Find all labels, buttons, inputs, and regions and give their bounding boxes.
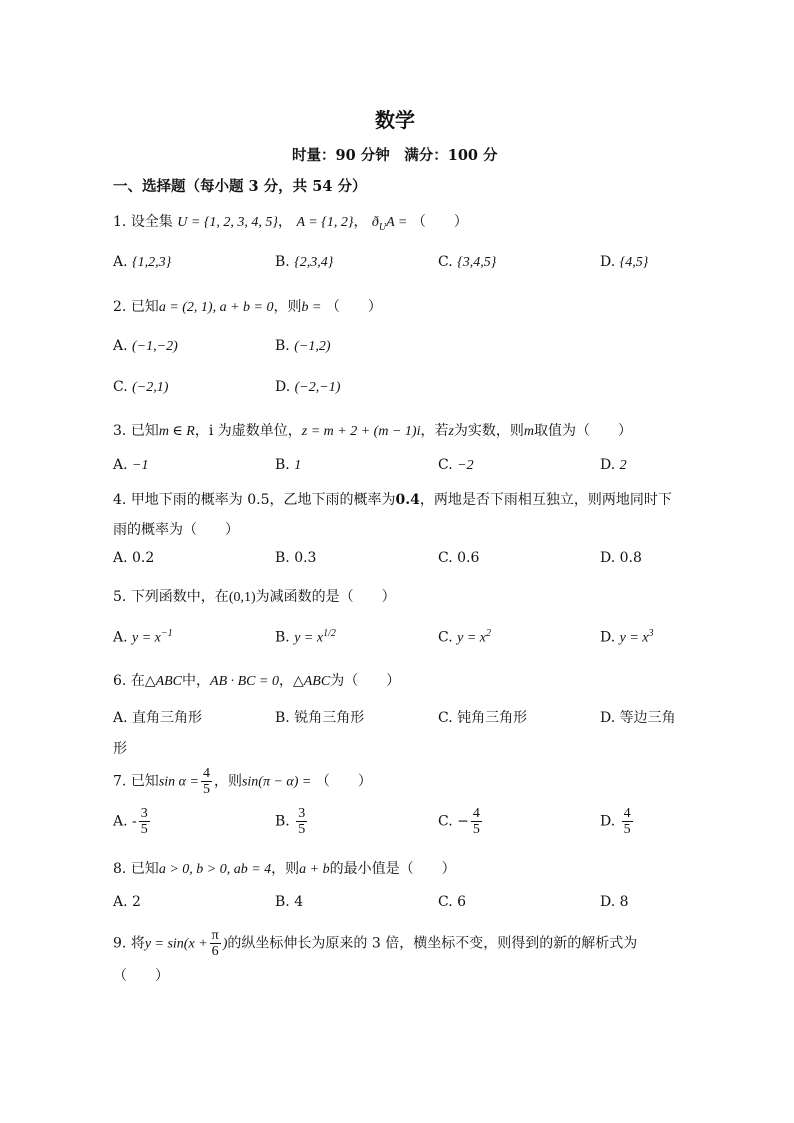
sign: − [457, 813, 469, 830]
exam-info: 时量：90 分钟 满分：100 分 [292, 147, 498, 164]
question-text: ，两地是否下雨相互独立，则两地同时下 [419, 492, 672, 508]
exponent: −1 [160, 628, 173, 639]
punctuation: ， [278, 214, 293, 230]
question-text: 的纵坐标伸长为原来的 3 倍，横坐标不变，则得到的新的解析式为 [227, 935, 638, 952]
option-value: 钝角三角形 [457, 710, 528, 726]
option-key: B. [275, 894, 290, 910]
numerator: 4 [202, 766, 210, 781]
question-text: ，若 [420, 423, 449, 439]
math-expression: sin(π − α) = [241, 774, 312, 790]
option-b [275, 254, 333, 271]
sign: - [132, 813, 137, 830]
question-text: 已知 [130, 773, 159, 790]
denominator: 5 [623, 822, 631, 837]
question-1 [113, 211, 468, 233]
question-text: 已知 [130, 423, 159, 439]
option-key: B. [275, 254, 290, 270]
option-value: 锐角三角形 [294, 710, 365, 726]
option-key: A. [113, 894, 128, 910]
option-value: −1 [132, 458, 149, 473]
question-text: 中， [182, 673, 211, 689]
math-expression: a + b [299, 862, 330, 877]
question-number: 5. [113, 589, 127, 605]
option-value: (−2,−1) [294, 380, 341, 395]
math-expression: m ∈ R [158, 424, 195, 439]
complement-symbol: ð [371, 215, 379, 230]
option-key: D. [600, 550, 616, 566]
option-value: 0.2 [132, 550, 155, 566]
option-d [600, 254, 648, 271]
question-text: ， [278, 673, 293, 689]
exponent: 1/2 [323, 628, 336, 639]
option-key: A. [113, 550, 128, 566]
option-c [438, 550, 479, 566]
option-key: A. [113, 457, 128, 473]
question-number: 4. [113, 492, 127, 508]
question-text: 为实数，则 [453, 423, 524, 439]
option-d [275, 379, 340, 396]
option-key: B. [275, 710, 290, 726]
option-value: {4,5} [619, 255, 649, 270]
option-value: y = x [294, 630, 324, 646]
math-expression: U = {1, 2, 3, 4, 5} [177, 215, 279, 230]
question-number: 7. [113, 773, 127, 790]
question-5 [113, 586, 396, 606]
fraction [201, 766, 212, 797]
option-key: A. [113, 254, 128, 270]
option-value: 8 [619, 894, 629, 910]
question-text: 将 [130, 935, 145, 952]
option-value: y = x [132, 630, 161, 646]
numerator: π [211, 928, 219, 943]
option-key: D. [600, 254, 616, 270]
option-key: C. [438, 710, 453, 726]
option-value: (−1,2) [294, 339, 331, 354]
option-value: 2 [132, 894, 141, 910]
question-number: 6. [113, 673, 127, 689]
option-value: (−2,1) [132, 380, 169, 395]
question-3 [113, 420, 632, 440]
question-7 [113, 766, 372, 797]
question-4 [113, 489, 672, 509]
question-text: ，i 为虚数单位， [194, 423, 302, 439]
option-c [438, 457, 474, 474]
question-number: 2. [113, 299, 127, 315]
math-text: A = [386, 215, 408, 230]
option-value: 0.3 [294, 550, 317, 566]
question-text: ，则 [273, 299, 302, 315]
answer-blank: （ ） [411, 214, 468, 230]
option-value: (−1,−2) [132, 339, 178, 354]
question-number: 3. [113, 423, 127, 439]
math-expression: m [523, 424, 535, 439]
option-key: D. [275, 379, 291, 395]
option-b [275, 894, 303, 910]
option-key: C. [113, 379, 128, 395]
option-value: 0.6 [457, 550, 480, 566]
fraction [471, 806, 482, 837]
option-key: D. [600, 813, 616, 830]
math-expression: 0.4 [395, 492, 420, 508]
punctuation: ， [353, 214, 368, 230]
math-expression: sin α = [158, 774, 199, 790]
math-expression: △ABC [144, 674, 183, 689]
option-value: {1,2,3} [132, 255, 172, 270]
option-value: −2 [457, 458, 474, 473]
math-expression: ) [222, 936, 228, 952]
option-key: C. [438, 457, 453, 473]
numerator: 3 [140, 806, 148, 821]
option-key: A. [113, 813, 128, 830]
page-title: 数学 [375, 108, 415, 132]
option-key: A. [113, 710, 128, 726]
question-text: ，则 [271, 861, 300, 877]
denominator: 5 [202, 782, 210, 797]
numerator: 4 [623, 806, 631, 821]
question-4-line-2: 雨的概率为（ ） [113, 522, 239, 538]
option-value: 0.8 [619, 550, 642, 566]
option-a [113, 707, 202, 727]
option-a [113, 338, 178, 355]
option-key: A. [113, 338, 128, 354]
answer-blank: （ ） [315, 773, 372, 790]
numerator: 3 [298, 806, 306, 821]
fraction [622, 806, 633, 837]
question-text: 已知 [130, 861, 159, 877]
math-expression: a = (2, 1), a + b = 0 [158, 300, 274, 315]
option-key: D. [600, 710, 616, 726]
option-c [438, 254, 496, 271]
option-c [438, 707, 527, 727]
option-value: 1 [294, 458, 302, 473]
option-d [600, 628, 654, 647]
option-d [600, 707, 676, 727]
question-number: 9. [113, 935, 127, 952]
option-a [113, 550, 154, 566]
option-c [113, 379, 168, 396]
option-key: D. [600, 629, 616, 646]
section-heading: 一、选择题（每小题 3 分，共 54 分） [113, 178, 367, 195]
math-expression: △ABC [292, 674, 331, 689]
option-key: B. [275, 550, 290, 566]
option-value: y = x [457, 630, 486, 646]
math-expression [371, 215, 408, 233]
denominator: 5 [472, 822, 480, 837]
fraction [139, 806, 150, 837]
option-value: {3,4,5} [457, 255, 497, 270]
answer-blank: （ ） [325, 299, 382, 315]
question-6 [113, 670, 400, 690]
option-d [600, 806, 635, 837]
option-value: 2 [619, 458, 627, 473]
option-b [275, 550, 316, 566]
option-value: {2,3,4} [294, 255, 334, 270]
math-expression: z = m + 2 + (m − 1)i [301, 424, 421, 439]
option-d [600, 894, 629, 910]
math-expression: b = [301, 300, 322, 315]
question-text: 的最小值是（ ） [329, 861, 456, 877]
option-key: A. [113, 629, 128, 646]
math-expression: (0,1) [228, 590, 256, 605]
option-key: C. [438, 629, 453, 646]
option-key: D. [600, 457, 616, 473]
question-text: 为减函数的是（ ） [255, 589, 396, 605]
question-text: 为（ ） [330, 673, 401, 689]
option-key: B. [275, 457, 290, 473]
denominator: 5 [140, 822, 148, 837]
option-key: C. [438, 813, 453, 830]
math-expression: y = sin(x + [144, 936, 208, 952]
question-text: 下列函数中，在 [130, 589, 229, 605]
question-9-line-2: （ ） [113, 968, 169, 984]
option-value: 4 [294, 894, 304, 910]
option-d-wrap: 形 [113, 741, 127, 757]
option-c [438, 894, 466, 910]
option-key: C. [438, 550, 453, 566]
math-expression: A = {1, 2} [296, 215, 354, 230]
math-expression: AB · BC = 0 [210, 674, 279, 689]
option-key: B. [275, 813, 290, 830]
question-8 [113, 858, 456, 878]
option-b [275, 806, 309, 837]
option-c [438, 806, 484, 837]
exponent: 3 [648, 628, 654, 639]
math-expression: a > 0, b > 0, ab = 4 [158, 862, 272, 877]
subscript: U [378, 221, 387, 233]
question-text: 取值为（ ） [534, 423, 633, 439]
question-text: 甲地下雨的概率为 0.5，乙地下雨的概率为 [130, 492, 396, 508]
option-value: 6 [457, 894, 467, 910]
option-a [113, 628, 173, 647]
option-key: C. [438, 254, 453, 270]
option-key: B. [275, 338, 290, 354]
exponent: 2 [486, 628, 491, 639]
question-2 [113, 296, 382, 316]
option-a [113, 806, 152, 837]
question-text: ，则 [213, 773, 242, 790]
question-9 [113, 928, 637, 959]
option-value: 等边三角 [619, 710, 676, 726]
question-number: 8. [113, 861, 127, 877]
option-b [275, 457, 301, 474]
option-value: 直角三角形 [132, 710, 203, 726]
fraction [296, 806, 307, 837]
math-expression: z [448, 424, 454, 439]
option-a [113, 457, 148, 474]
option-key: D. [600, 894, 616, 910]
question-text: 设全集 [130, 214, 173, 230]
option-b [275, 707, 364, 727]
option-key: C. [438, 894, 453, 910]
option-d [600, 550, 642, 566]
option-b [275, 628, 336, 647]
option-a [113, 254, 171, 271]
option-key: B. [275, 629, 290, 646]
option-b [275, 338, 330, 355]
option-a [113, 894, 141, 910]
option-c [438, 628, 491, 647]
denominator: 5 [298, 822, 306, 837]
option-d [600, 457, 627, 474]
fraction [210, 928, 221, 959]
question-number: 1. [113, 214, 127, 230]
denominator: 6 [211, 944, 219, 959]
question-text: 已知 [130, 299, 159, 315]
option-value: y = x [619, 630, 649, 646]
question-text: 在 [130, 673, 145, 689]
numerator: 4 [472, 806, 480, 821]
